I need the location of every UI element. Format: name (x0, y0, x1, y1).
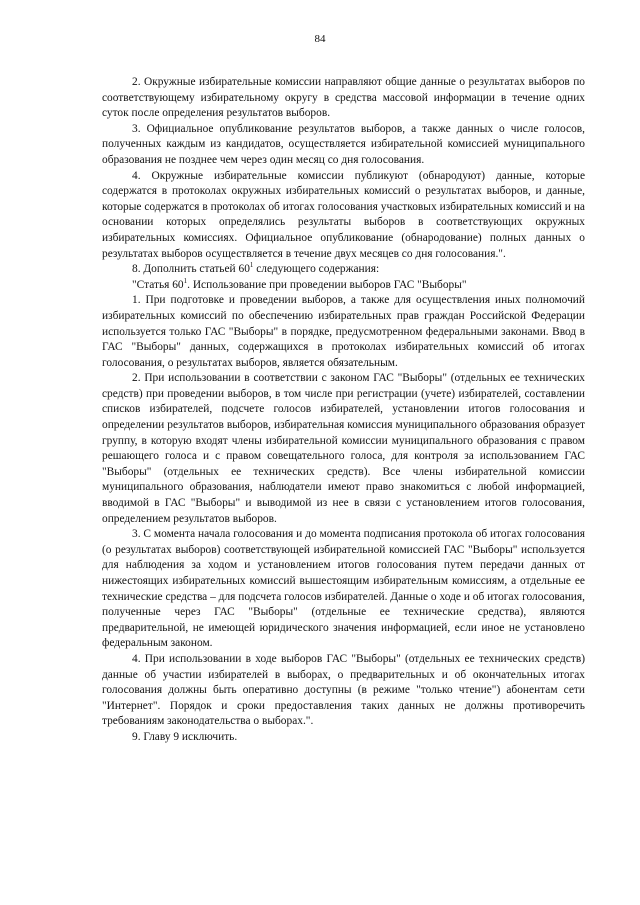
article-clause-4: 4. При использовании в ходе выборов ГАС "Выборы" (отдельных ее технических средств) данные об участии избирателей в выборах, о предварительных и об окончательных итогах голосования должны быть оперативно доступны (в режиме "только чтение") абонентам сети "Интернет". Порядок и сроки предоставления таких данных не должны противоречить требованиям законодательства о выборах.". (102, 652, 585, 728)
article-heading (102, 278, 585, 294)
article-heading-text: "Статья 60 (132, 278, 184, 291)
paragraph-3-official-publication: 3. Официальное опубликование результатов выборов, а также данных о числе голосов, полученных каждым из кандидатов, осуществляется избирательной комиссией муниципального образования не позднее чем через один месяц со дня голосования. (102, 122, 585, 166)
amendment-item-8-text: 8. Дополнить статьей 60 (132, 263, 250, 276)
article-clause-1: 1. При подготовке и проведении выборов, а также для осуществления иных полномочий избирательных комиссий по обеспечению избирательных прав граждан Российской Федерации используется только ГАС "Выборы" в порядке, предусмотренном федеральными законами. Ввод в ГАС "Выборы" данных, содержащихся в протоколах избирательных комиссий об итогах голосования, о результатах выборов, является обязательным. (102, 294, 585, 369)
paragraph-4-district-publication: 4. Окружные избирательные комиссии публикуют (обнародуют) данные, которые содержатся в протоколах окружных избирательных комиссий о результатах выборов, и данные, которые содержатся в протоколах об итогах голосования участковых избирательных комиссий и на основании которых определялись результаты выборов в соответствующих окружных избирательных комиссиях. Официальное опубликование (обнародование) полных данных о результатах выборов осуществляется в течение двух месяцев со дня голосования.". (102, 169, 585, 260)
page-number: 84 (314, 33, 326, 45)
superscript-marker: 1 (183, 276, 188, 285)
superscript-marker: 1 (249, 261, 254, 270)
amendment-item-9: 9. Главу 9 исключить. (132, 730, 238, 743)
article-heading-title: . Использование при проведении выборов ГАС "Выборы" (187, 278, 467, 291)
paragraph-2-results-to-media: 2. Окружные избирательные комиссии направляют общие данные о результатах выборов по соответствующему избирательному округу в средства массовой информации в течение одних суток после определения результатов выборов. (102, 76, 585, 120)
article-clause-3: 3. С момента начала голосования и до момента подписания протокола об итогах голосования (о результатах выборов) соответствующей избирательной комиссией ГАС "Выборы" используется для наблюдения за ходом и установлением итогов голосования путем передачи данных от нижестоящих избирательных комиссий вышестоящим избирательным комиссиям, а отдельные ее технические средства – для подсчета голосов избирателей. Данные о ходе и об итогах голосования, полученные через ГАС "Выборы" (отдельные ее технические средства), являются предварительной, не имеющей юридического значения информацией, если иное не установлено федеральным законом. (102, 528, 585, 650)
amendment-item-8-text-end: следующего содержания: (253, 263, 380, 276)
amendment-item-8 (102, 262, 585, 278)
article-clause-2: 2. При использовании в соответствии с законом ГАС "Выборы" (отдельных ее технических средств) при проведении выборов, в том числе при регистрации (учете) избирателей, составлении списков избирателей, подсчете голосов избирателей, установлении итогов голосования и определении результатов выборов, избирательная комиссия муниципального образования образует группу, в которую входят члены избирательной комиссии муниципального образования с правом решающего голоса и с правом совещательного голоса, для контроля за использованием ГАС "Выборы" (отдельных ее технических средств). Все члены избирательной комиссии муниципального образования, наблюдатели имеют право знакомиться с любой информацией, вводимой в ГАС "Выборы" и выводимой из нее в связи с установлением итогов голосования, определением результатов выборов. (102, 372, 585, 525)
document-body (102, 75, 585, 746)
